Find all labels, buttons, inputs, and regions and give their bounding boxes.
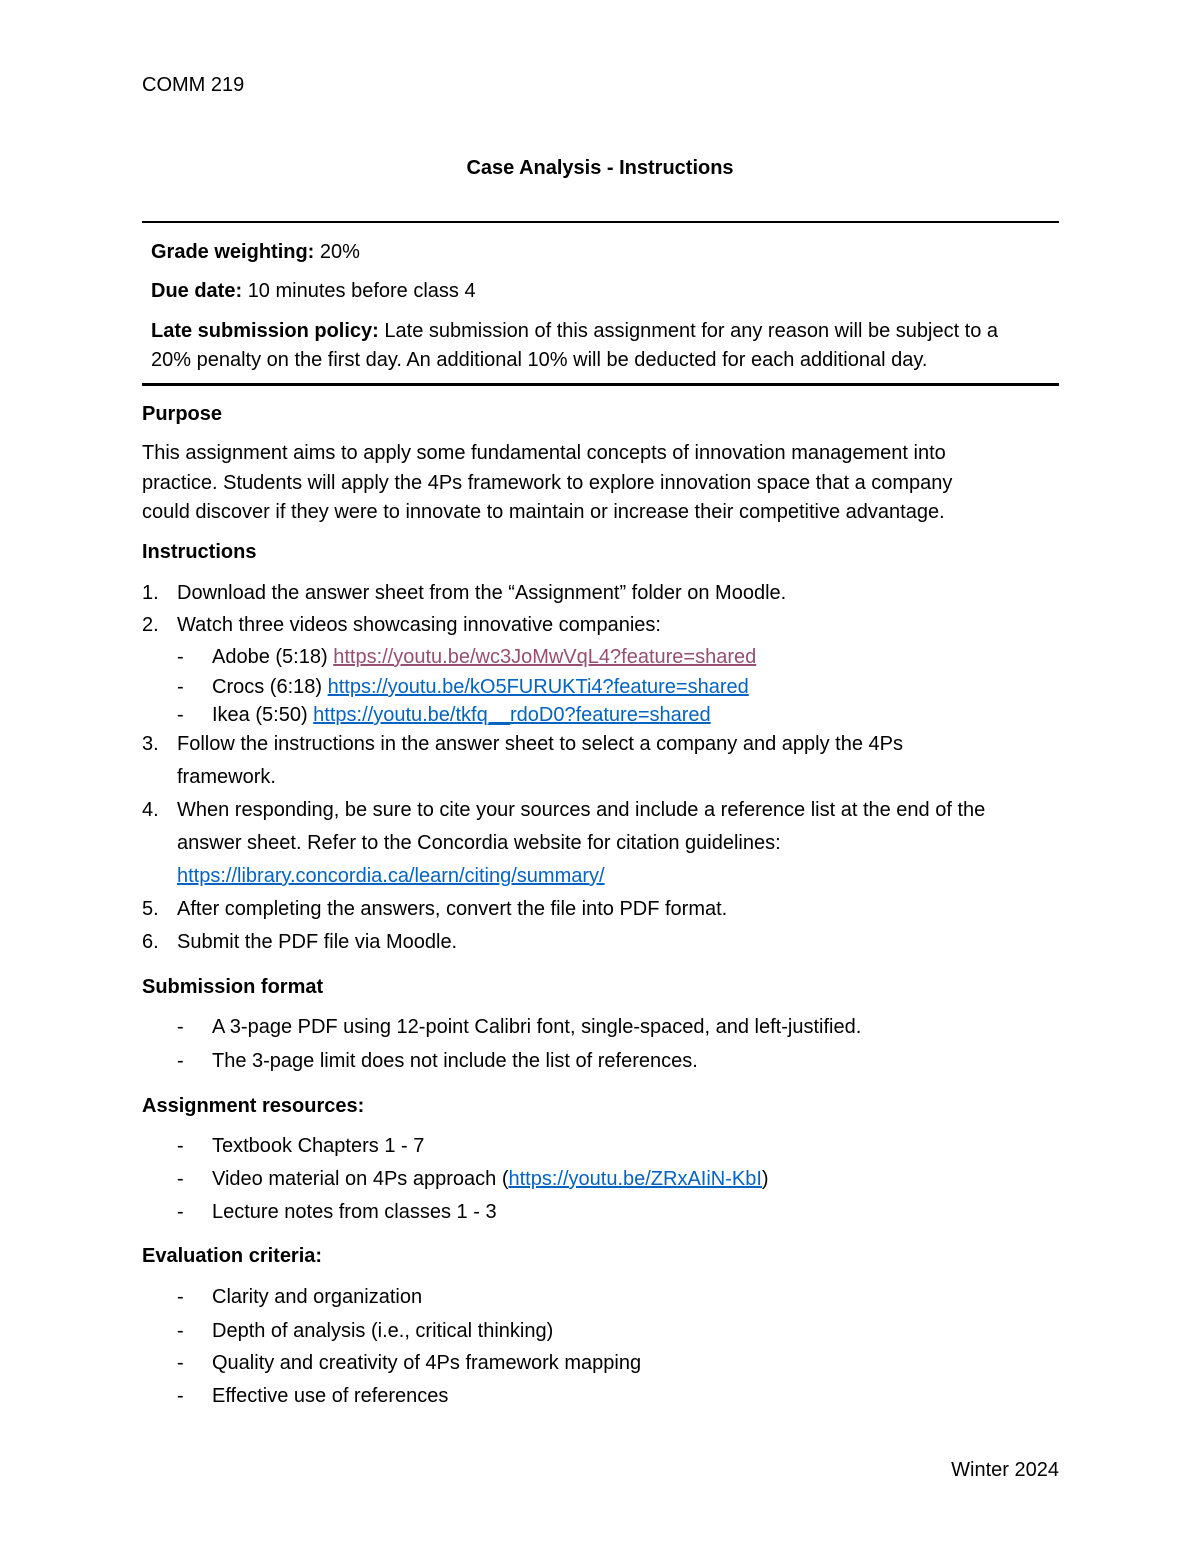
evaluation-text: Depth of analysis (i.e., critical thinking) (212, 1320, 554, 1342)
step-text: Download the answer sheet from the “Assignment” folder on Moodle. (177, 582, 787, 604)
submission-item (177, 1016, 861, 1039)
due-value: 10 minutes before class 4 (247, 280, 476, 302)
evaluation-text: Quality and creativity of 4Ps framework mapping (212, 1352, 642, 1374)
step-number: 3. (142, 733, 159, 755)
citation-guidelines-link[interactable]: https://library.concordia.ca/learn/citing/summary/ (177, 865, 605, 887)
video-item-crocs (177, 676, 749, 699)
resource-text: Lecture notes from classes 1 - 3 (212, 1201, 497, 1223)
video-label: Ikea (5:50) (212, 704, 308, 726)
page-title: Case Analysis - Instructions (466, 157, 734, 179)
dash: - (177, 704, 184, 726)
step-number: 1. (142, 582, 159, 604)
step-text: When responding, be sure to cite your sources and include a reference list at the end of the (177, 799, 986, 821)
dash: - (177, 1135, 184, 1157)
purpose-line: could discover if they were to innovate to maintain or increase their competitive advantage. (142, 501, 945, 523)
step-4-continued: answer sheet. Refer to the Concordia website for citation guidelines: (177, 832, 781, 854)
crocs-video-link[interactable]: https://youtu.be/kO5FURUKTi4?feature=shared (327, 676, 749, 698)
dash: - (177, 676, 184, 698)
step-text: Watch three videos showcasing innovative companies: (177, 614, 661, 636)
resource-prefix: Video material on 4Ps approach ( (212, 1168, 509, 1190)
course-code: COMM 219 (142, 74, 245, 96)
step-number: 2. (142, 614, 159, 636)
step-number: 4. (142, 799, 159, 821)
submission-heading: Submission format (142, 976, 324, 998)
adobe-video-link[interactable]: https://youtu.be/wc3JoMwVqL4?feature=shared (333, 646, 757, 668)
dash: - (177, 646, 184, 668)
evaluation-item (177, 1352, 641, 1375)
dash: - (177, 1201, 184, 1223)
video-item-ikea (177, 704, 711, 727)
step-text: After completing the answers, convert the file into PDF format. (177, 898, 728, 920)
dash: - (177, 1352, 184, 1374)
step-3-continued: framework. (177, 766, 276, 788)
resource-item (177, 1201, 497, 1224)
submission-item (177, 1050, 698, 1073)
bottom-divider (142, 383, 1059, 386)
late-policy-line1 (151, 320, 998, 343)
4ps-video-link[interactable]: https://youtu.be/ZRxAIiN-KbI (508, 1168, 762, 1190)
late-label: Late submission policy: (151, 320, 379, 342)
evaluation-item (177, 1320, 553, 1343)
video-label: Crocs (6:18) (212, 676, 323, 698)
grade-label: Grade weighting: (151, 241, 315, 263)
late-policy-line2: 20% penalty on the first day. An additional 10% will be deducted for each additional day. (151, 349, 928, 371)
resource-item (177, 1135, 424, 1158)
submission-text: The 3-page limit does not include the list of references. (212, 1050, 698, 1072)
step-number: 6. (142, 931, 159, 953)
step-1 (142, 582, 786, 605)
term-footer: Winter 2024 (951, 1459, 1059, 1481)
evaluation-heading: Evaluation criteria: (142, 1245, 323, 1267)
step-4 (142, 799, 985, 822)
grade-value: 20% (319, 241, 360, 263)
due-label: Due date: (151, 280, 243, 302)
dash: - (177, 1168, 184, 1190)
evaluation-item (177, 1385, 448, 1408)
video-item-adobe (177, 646, 756, 669)
due-date (151, 280, 476, 303)
resource-text: Textbook Chapters 1 - 7 (212, 1135, 425, 1157)
step-2 (142, 614, 661, 637)
purpose-line: practice. Students will apply the 4Ps framework to explore innovation space that a company (142, 472, 953, 494)
evaluation-item (177, 1286, 422, 1309)
resources-heading: Assignment resources: (142, 1095, 365, 1117)
step-3 (142, 733, 903, 756)
step-5 (142, 898, 727, 921)
resource-item (177, 1168, 769, 1191)
purpose-heading: Purpose (142, 403, 223, 425)
dash: - (177, 1385, 184, 1407)
dash: - (177, 1286, 184, 1308)
grade-weighting (151, 241, 360, 264)
citation-guidelines-link-row (177, 865, 605, 888)
ikea-video-link[interactable]: https://youtu.be/tkfq__rdoD0?feature=shared (313, 704, 711, 726)
instructions-heading: Instructions (142, 541, 257, 563)
evaluation-text: Effective use of references (212, 1385, 449, 1407)
submission-text: A 3-page PDF using 12-point Calibri font, single-spaced, and left-justified. (212, 1016, 862, 1038)
top-divider (142, 221, 1059, 223)
step-number: 5. (142, 898, 159, 920)
video-label: Adobe (5:18) (212, 646, 328, 668)
dash: - (177, 1320, 184, 1342)
step-text: Submit the PDF file via Moodle. (177, 931, 458, 953)
resource-suffix: ) (761, 1168, 769, 1190)
dash: - (177, 1016, 184, 1038)
evaluation-text: Clarity and organization (212, 1286, 423, 1308)
dash: - (177, 1050, 184, 1072)
late-text: Late submission of this assignment for any reason will be subject to a (384, 320, 999, 342)
purpose-line: This assignment aims to apply some fundamental concepts of innovation management into (142, 442, 946, 464)
step-text: Follow the instructions in the answer sheet to select a company and apply the 4Ps (177, 733, 903, 755)
step-6 (142, 931, 457, 954)
